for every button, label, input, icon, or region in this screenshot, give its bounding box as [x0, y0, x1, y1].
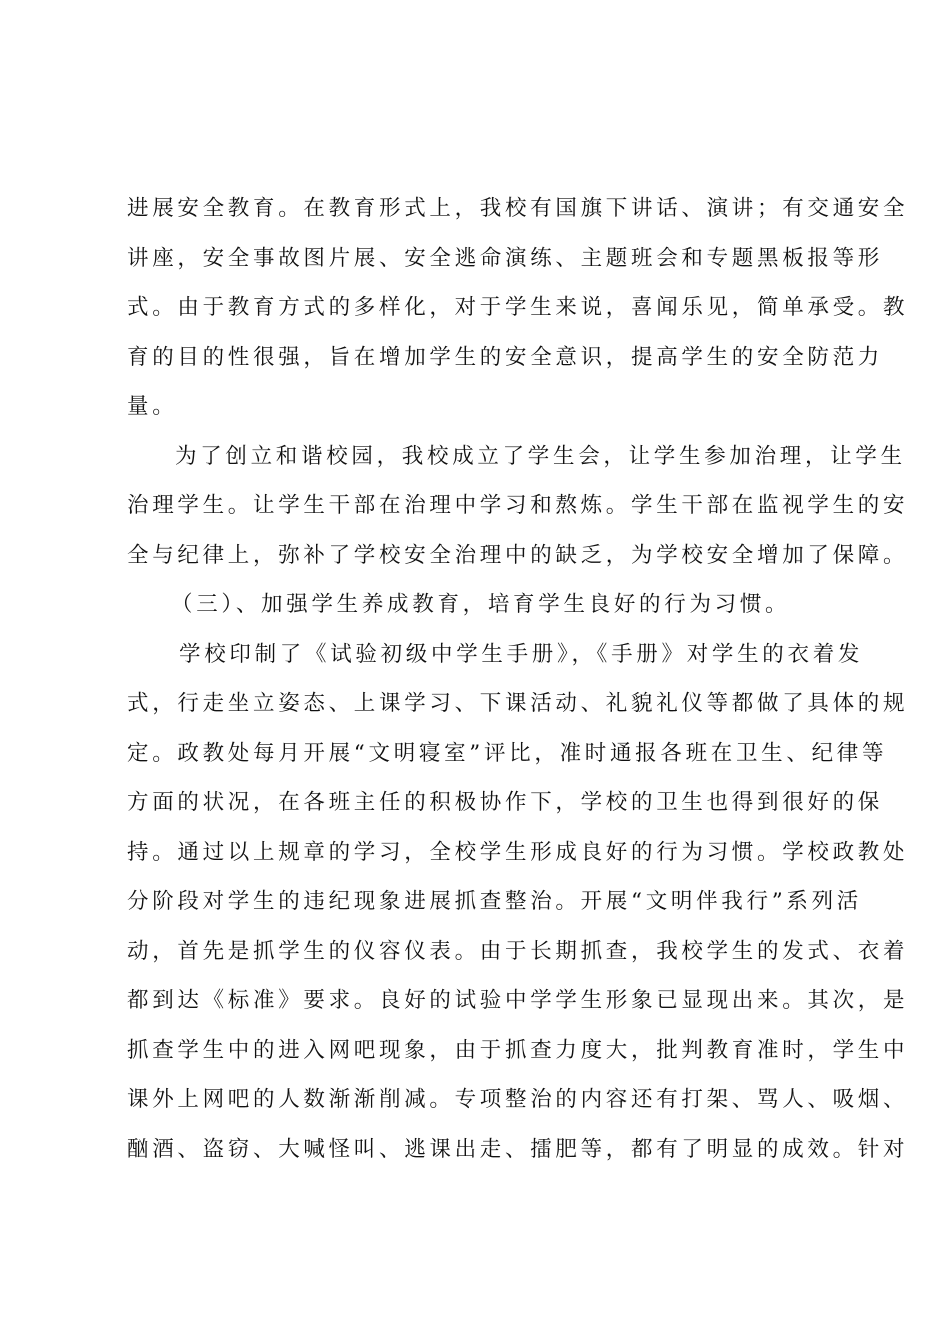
text-line: 学校印制了《试验初级中学生手册》，《手册》对学生的衣着发	[179, 641, 864, 667]
paragraph-1	[127, 184, 909, 432]
text-line: 酗酒、盗窃、大喊怪叫、逃课出走、擂肥等，都有了明显的成效。针对	[127, 1136, 909, 1162]
text-line: 育的目的性很强，旨在增加学生的安全意识，提高学生的安全防范力	[127, 344, 884, 370]
document-body	[127, 184, 909, 1174]
text-line: 都到达《标准》要求。良好的试验中学学生形象已显现出来。其次，是	[127, 988, 909, 1013]
paragraph-4	[127, 630, 909, 1175]
text-line: 治理学生。让学生干部在治理中学习和熬炼。学生干部在监视学生的安	[127, 493, 909, 518]
text-line: 式。由于教育方式的多样化，对于学生来说，喜闻乐见，简单承受。教	[127, 295, 909, 320]
paragraph-2	[127, 432, 909, 581]
text-line: 抓查学生中的进入网吧现象，由于抓查力度大，批判教育准时，学生中	[127, 1037, 909, 1063]
text-line: 讲座，安全事故图片展、安全逃命演练、主题班会和专题黑板报等形	[127, 245, 884, 271]
text-line: 持。通过以上规章的学习，全校学生形成良好的行为习惯。学校政教处	[127, 839, 909, 865]
text-line: 分阶段对学生的违纪现象进展抓查整治。开展“文明伴我行”系列活	[127, 889, 862, 914]
text-line: 量。	[127, 394, 178, 419]
text-line: 定。政教处每月开展“文明寝室”评比，准时通报各班在卫生、纪律等	[127, 740, 888, 766]
text-line: 课外上网吧的人数渐渐削减。专项整治的内容还有打架、骂人、吸烟、	[127, 1087, 909, 1112]
text-line: 式，行走坐立姿态、上课学习、下课活动、礼貌礼仪等都做了具体的规	[127, 691, 909, 716]
text-line: 进展安全教育。在教育形式上，我校有国旗下讲话、演讲；有交通安全	[127, 196, 909, 221]
text-line: 动，首先是抓学生的仪容仪表。由于长期抓查，我校学生的发式、衣着	[127, 938, 909, 964]
paragraph-3-heading	[127, 580, 830, 630]
section-heading: （三）、加强学生养成教育，培育学生良好的行为习惯。	[171, 592, 791, 617]
text-line: 全与纪律上，弥补了学校安全治理中的缺乏，为学校安全增加了保障。	[127, 542, 909, 568]
text-line: 为了创立和谐校园，我校成立了学生会，让学生参加治理，让学生	[175, 443, 906, 469]
text-line: 方面的状况，在各班主任的积极协作下，学校的卫生也得到很好的保	[127, 790, 884, 815]
